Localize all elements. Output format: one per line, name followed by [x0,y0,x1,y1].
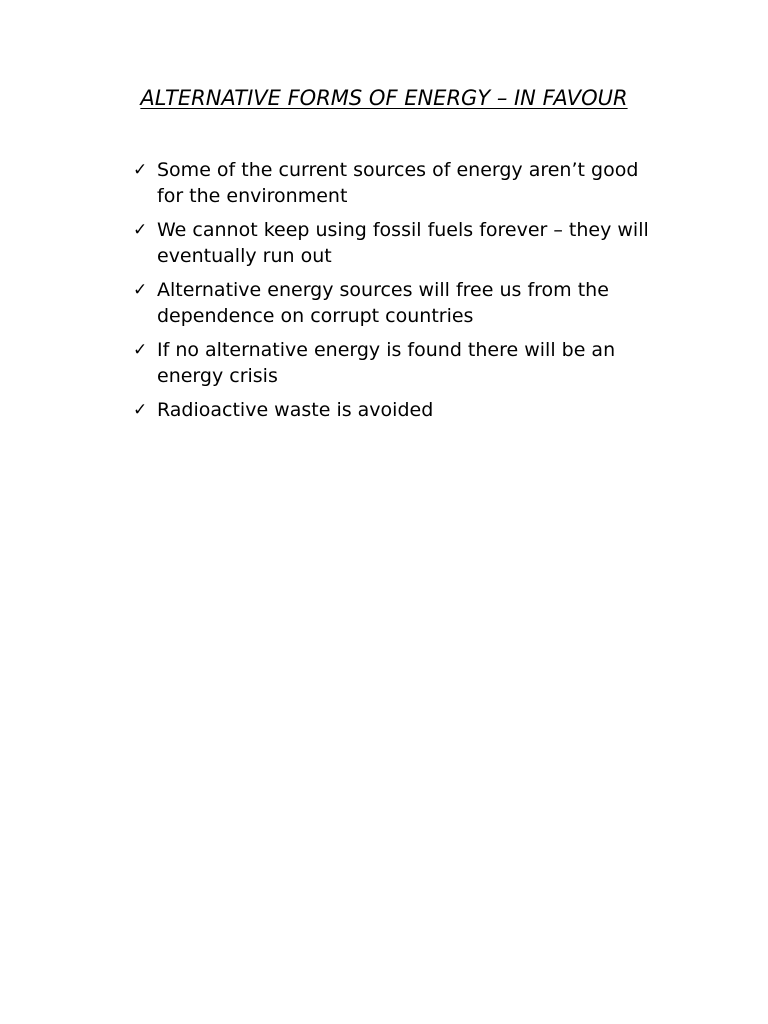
list-item [130,397,670,423]
check-icon: ✓ [133,400,148,420]
list-item [130,277,670,329]
list-item-text: Radioactive waste is avoided [157,399,434,421]
check-icon: ✓ [133,220,148,240]
list-item-text: Some of the current sources of energy aren’t good for the environment [157,159,639,207]
check-icon: ✓ [133,340,148,360]
check-icon: ✓ [133,280,148,300]
list-item [130,337,670,389]
bullet-list [130,157,670,431]
list-item [130,157,670,209]
list-item-text: Alternative energy sources will free us from the dependence on corrupt countries [157,279,609,327]
list-item-text: We cannot keep using fossil fuels forever – they will eventually run out [157,219,649,267]
list-item-text: If no alternative energy is found there will be an energy crisis [157,339,616,387]
document-title: ALTERNATIVE FORMS OF ENERGY – IN FAVOUR [140,86,628,110]
check-icon: ✓ [133,160,148,180]
list-item [130,217,670,269]
